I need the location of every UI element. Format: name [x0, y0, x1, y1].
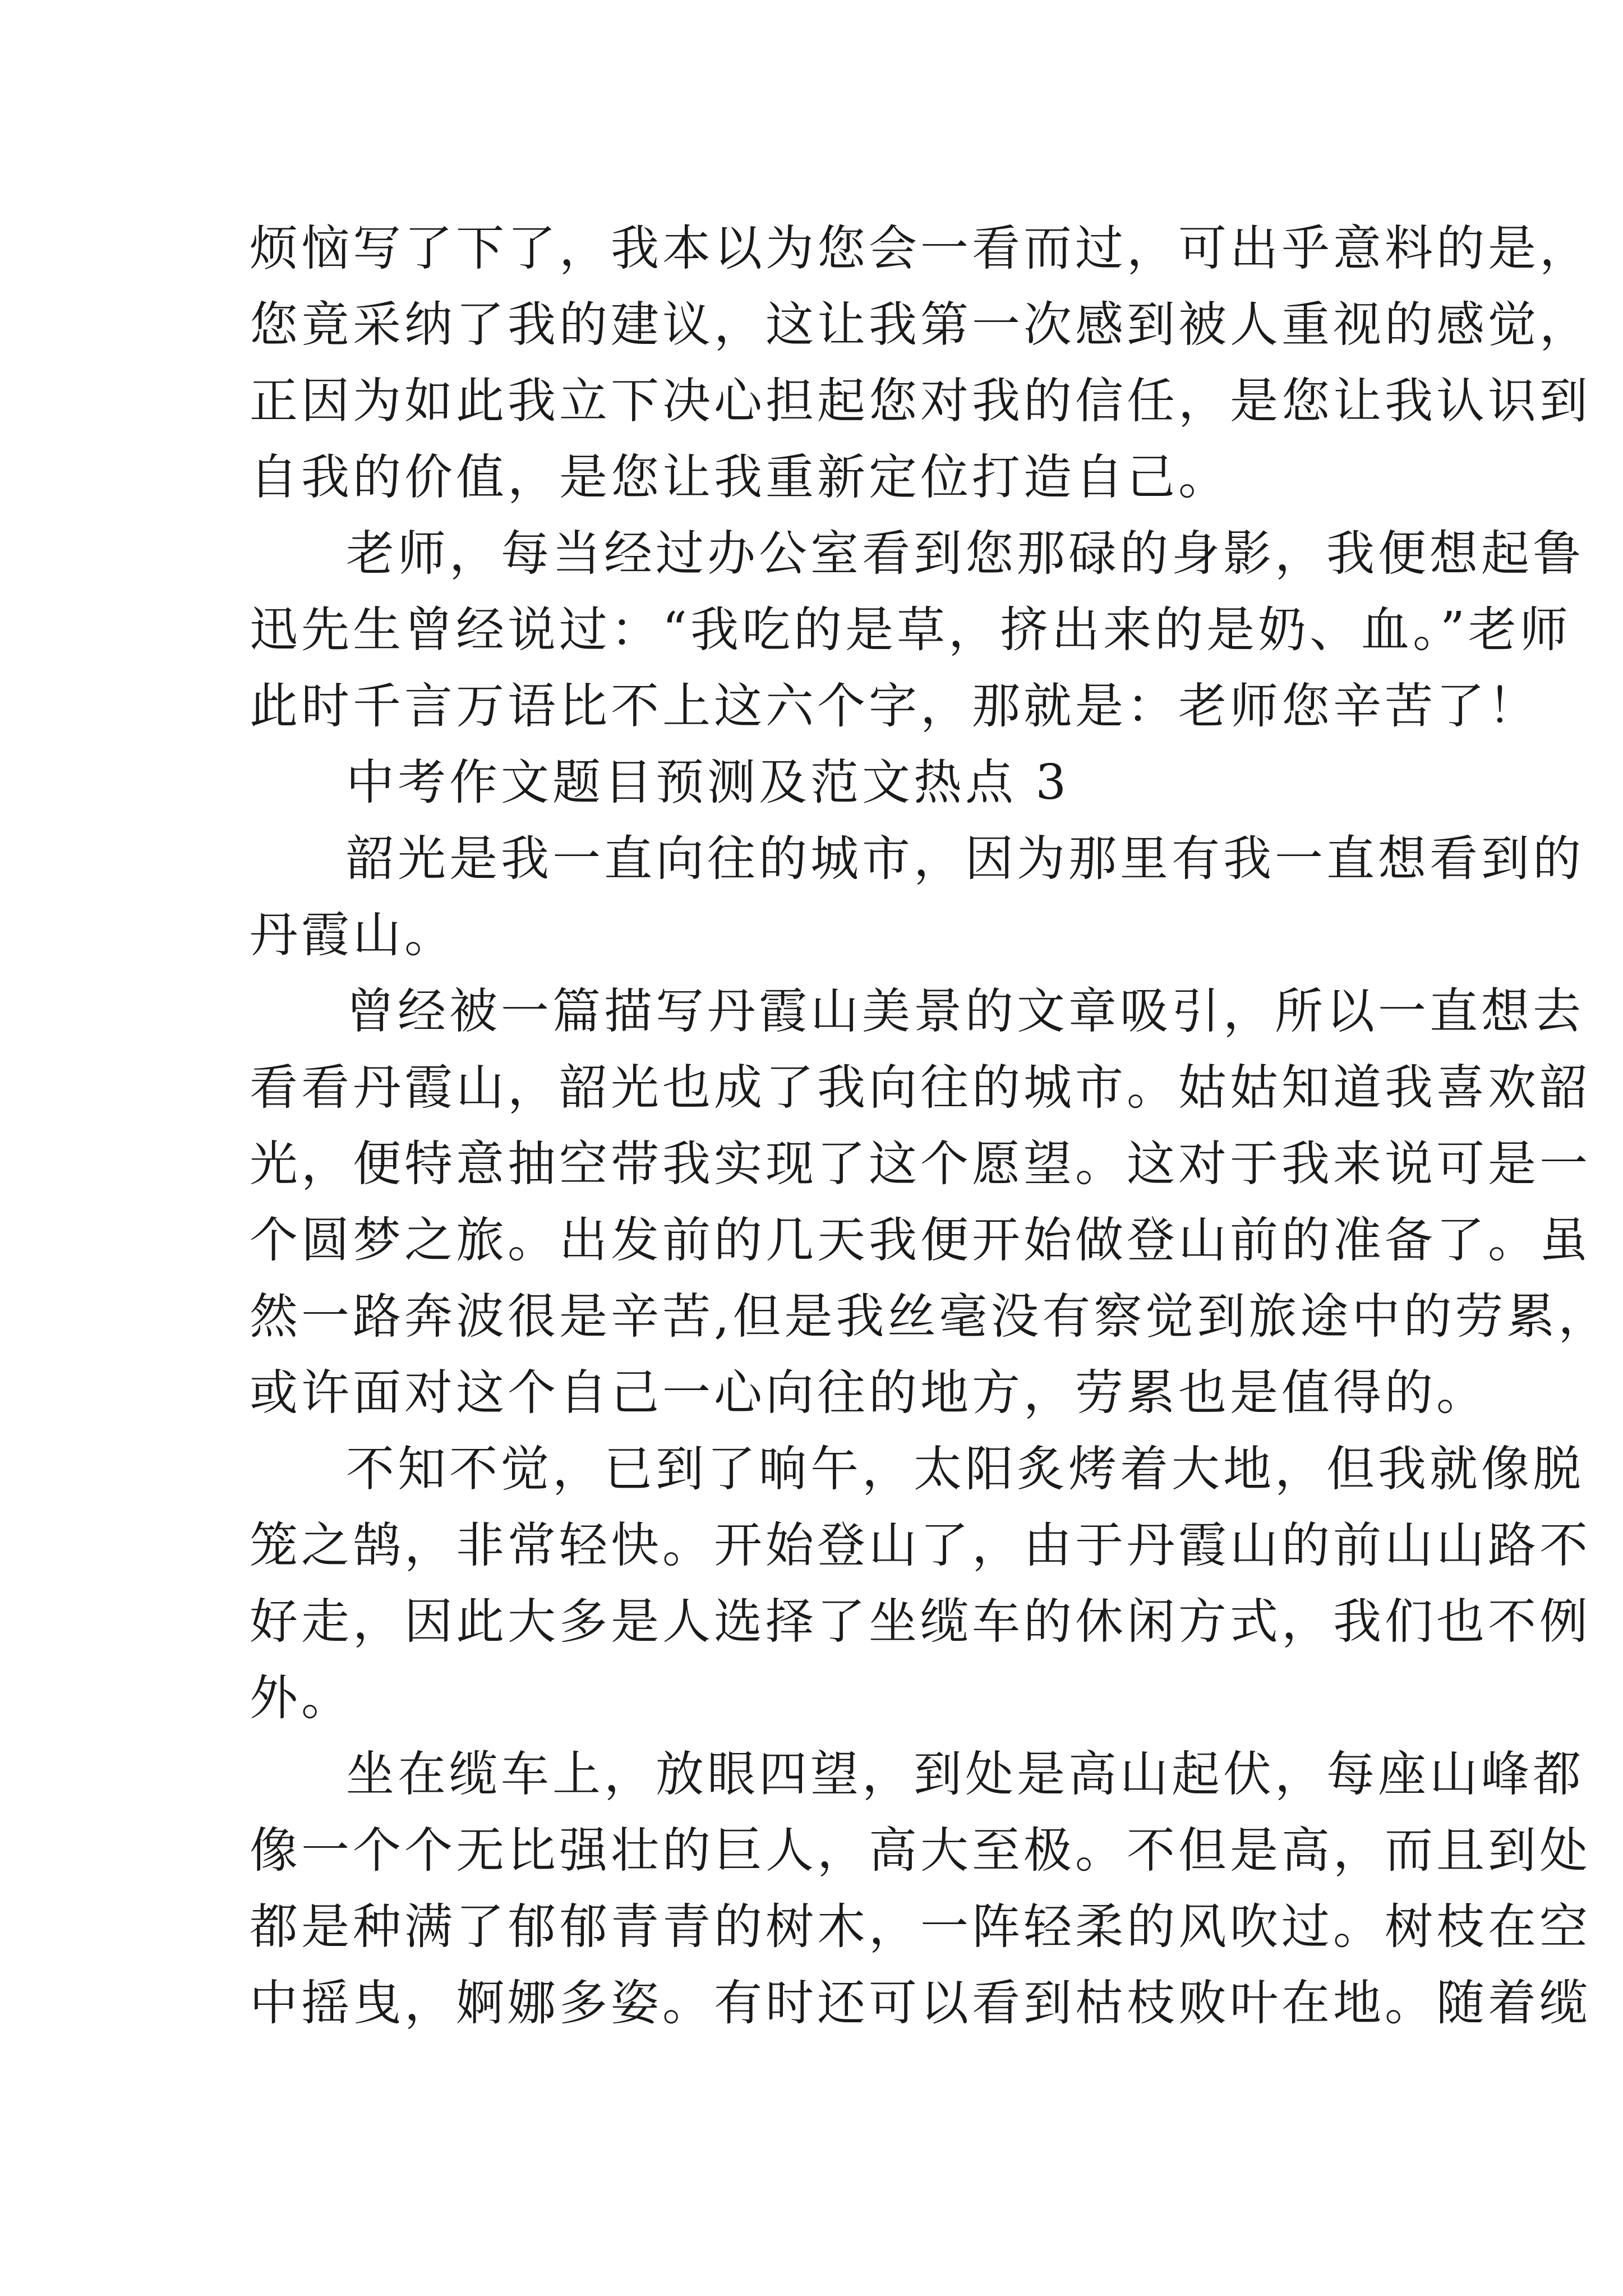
text-line: 您竟采纳了我的建议，这让我第一次感到被人重视的感觉，	[250, 297, 1591, 353]
text-line: 或许面对这个自己一心向往的地方，劳累也是值得的。	[250, 1365, 1488, 1421]
text-line: 正因为如此我立下决心担起您对我的信任，是您让我认识到	[250, 373, 1591, 429]
text-line: 自我的价值，是您让我重新定位打造自己。	[250, 449, 1230, 505]
text-line: 个圆梦之旅。出发前的几天我便开始做登山前的准备了。虽	[250, 1212, 1591, 1268]
text-line: 光，便特意抽空带我实现了这个愿望。这对于我来说可是一	[250, 1136, 1591, 1192]
text-line: 都是种满了郁郁青青的树木，一阵轻柔的风吹过。树枝在空	[250, 1899, 1591, 1955]
text-line: 不知不觉，已到了晌午，太阳炙烤着大地，但我就像脱	[346, 1441, 1584, 1497]
text-line: 好走，因此大多是人选择了坐缆车的休闲方式，我们也不例	[250, 1594, 1591, 1650]
text-line: 坐在缆车上，放眼四望，到处是高山起伏，每座山峰都	[346, 1746, 1584, 1802]
text-line: 烦恼写了下了，我本以为您会一看而过，可出乎意料的是，	[250, 220, 1591, 277]
text-line: 外。	[250, 1670, 353, 1726]
text-line: 曾经被一篇描写丹霞山美景的文章吸引，所以一直想去	[346, 983, 1584, 1039]
text-line: 迅先生曾经说过：“我吃的是草，挤出来的是奶、血。”老师	[250, 602, 1571, 658]
text-line: 像一个个无比强壮的巨人，高大至极。不但是高，而且到处	[250, 1823, 1591, 1879]
text-line: 笼之鹄，非常轻快。开始登山了，由于丹霞山的前山山路不	[250, 1517, 1591, 1573]
text-line: 韶光是我一直向往的城市，因为那里有我一直想看到的	[346, 831, 1584, 887]
text-line: 然一路奔波很是辛苦,但是我丝毫没有察觉到旅途中的劳累，	[250, 1289, 1610, 1345]
text-line: 中考作文题目预测及范文热点 3	[346, 754, 1070, 811]
text-line: 看看丹霞山，韶光也成了我向往的城市。姑姑知道我喜欢韶	[250, 1060, 1591, 1116]
text-line: 中摇曳，婀娜多姿。有时还可以看到枯枝败叶在地。随着缆	[250, 1975, 1591, 2031]
text-line: 此时千言万语比不上这六个字，那就是：老师您辛苦了！	[250, 678, 1539, 734]
text-line: 丹霞山。	[250, 907, 456, 963]
text-line: 老师，每当经过办公室看到您那碌的身影，我便想起鲁	[346, 526, 1584, 582]
body-text	[250, 210, 1610, 2041]
